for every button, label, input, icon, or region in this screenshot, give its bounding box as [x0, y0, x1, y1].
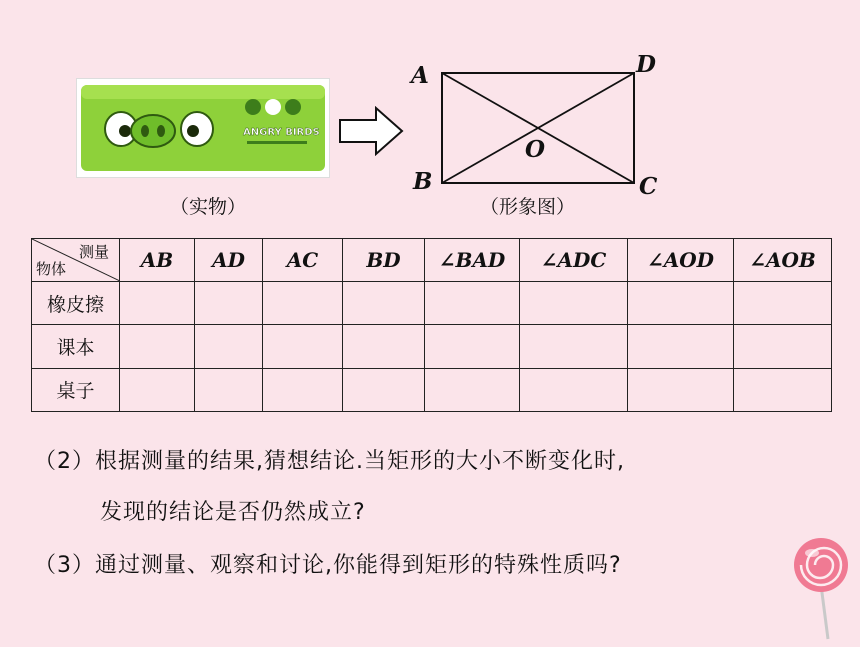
table-row [32, 368, 832, 411]
table-cell [120, 325, 195, 368]
table-cell [195, 325, 263, 368]
table-cell [425, 325, 520, 368]
rectangle-diagram [405, 55, 705, 199]
diagram-caption: （形象图） [480, 196, 576, 218]
lollipop-icon [790, 535, 852, 647]
table-cell [120, 282, 195, 325]
table-cell [195, 368, 263, 411]
corner-header-cell [32, 239, 120, 282]
row-label-textbook: 课本 [32, 325, 120, 368]
table-cell [120, 368, 195, 411]
table-cell [195, 282, 263, 325]
table-cell [425, 368, 520, 411]
row-label-desk: 桌子 [32, 368, 120, 411]
eraser-photo [76, 78, 330, 178]
header-ab: AB [120, 239, 195, 282]
table-row [32, 282, 832, 325]
table-cell [263, 368, 343, 411]
measurement-table [31, 238, 832, 412]
table-cell [343, 368, 425, 411]
table-cell [734, 325, 832, 368]
right-arrow-icon [338, 106, 406, 160]
question-2-line-2: 发现的结论是否仍然成立? [100, 500, 366, 525]
table-cell [628, 325, 734, 368]
table-cell [343, 282, 425, 325]
header-bd: BD [343, 239, 425, 282]
table-cell [628, 282, 734, 325]
table-cell [520, 282, 628, 325]
header-ad: AD [195, 239, 263, 282]
vertex-c-label: C [639, 173, 658, 195]
table-header-row [32, 239, 832, 282]
table-cell [263, 325, 343, 368]
question-3: （3）通过测量、观察和讨论,你能得到矩形的特殊性质吗? [34, 553, 622, 578]
photo-caption: （实物） [170, 196, 247, 218]
header-angle-aod: ∠AOD [628, 239, 734, 282]
table-cell [263, 282, 343, 325]
table-cell [425, 282, 520, 325]
row-label-eraser: 橡皮擦 [32, 282, 120, 325]
vertex-b-label: B [413, 168, 433, 195]
vertex-a-label: A [411, 62, 429, 89]
table-cell [343, 325, 425, 368]
table-row [32, 325, 832, 368]
table-cell [520, 325, 628, 368]
vertex-o-label: O [525, 136, 546, 163]
table-cell [520, 368, 628, 411]
header-angle-bad: ∠BAD [425, 239, 520, 282]
corner-object-label: 物体 [36, 260, 67, 278]
vertex-d-label: D [636, 55, 656, 78]
corner-measure-label: 测量 [78, 243, 109, 261]
header-angle-aob: ∠AOB [734, 239, 832, 282]
question-2-line-1: （2）根据测量的结果,猜想结论.当矩形的大小不断变化时, [34, 449, 625, 474]
table-cell [734, 368, 832, 411]
table-cell [628, 368, 734, 411]
table-cell [734, 282, 832, 325]
brand-logo-text: ANGRY BIRDS [243, 127, 320, 138]
header-angle-adc: ∠ADC [520, 239, 628, 282]
header-ac: AC [263, 239, 343, 282]
